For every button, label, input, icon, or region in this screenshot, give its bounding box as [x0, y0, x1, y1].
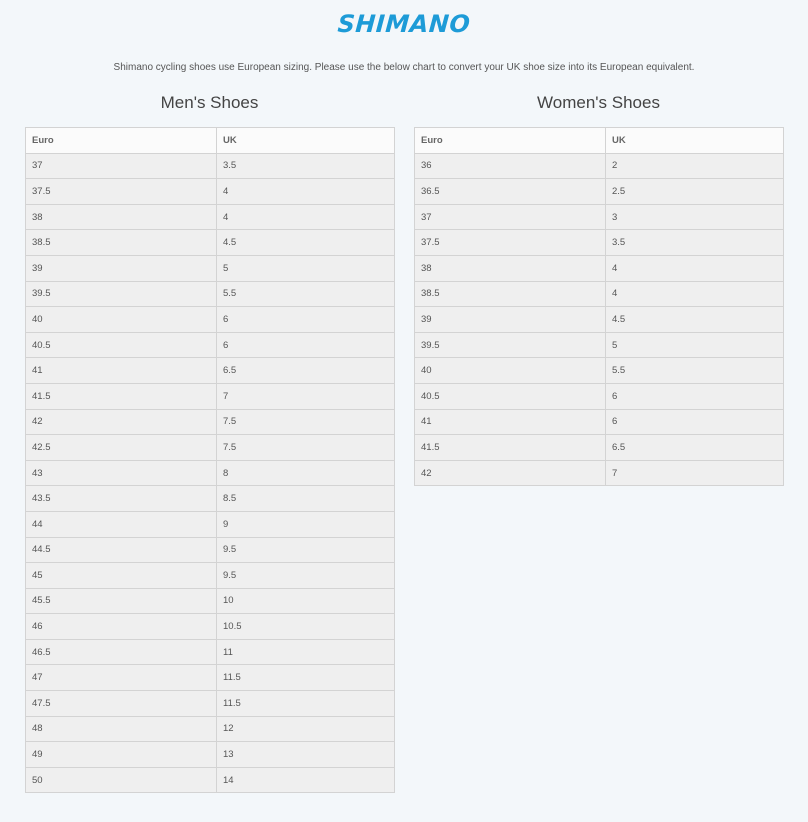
table-row [26, 383, 395, 409]
table-row [415, 204, 784, 230]
euro-size-cell: 38.5 [415, 281, 606, 307]
table-row [26, 153, 395, 179]
uk-size-cell: 10 [217, 588, 395, 614]
table-row [415, 307, 784, 333]
uk-size-cell: 14 [217, 767, 395, 793]
uk-size-cell: 12 [217, 716, 395, 742]
shimano-logo[interactable]: SHIMANO [336, 10, 472, 38]
uk-size-cell: 6.5 [217, 358, 395, 384]
table-row [26, 332, 395, 358]
euro-size-cell: 37 [26, 153, 217, 179]
table-row [26, 588, 395, 614]
euro-size-cell: 41 [415, 409, 606, 435]
euro-size-cell: 48 [26, 716, 217, 742]
table-row [26, 537, 395, 563]
table-row [26, 281, 395, 307]
uk-size-cell: 11.5 [217, 665, 395, 691]
euro-size-cell: 39.5 [26, 281, 217, 307]
euro-size-cell: 38 [415, 255, 606, 281]
table-row [415, 332, 784, 358]
euro-size-cell: 45 [26, 563, 217, 589]
euro-size-cell: 40 [415, 358, 606, 384]
euro-size-cell: 40.5 [26, 332, 217, 358]
table-row [26, 563, 395, 589]
euro-size-cell: 43 [26, 460, 217, 486]
table-row [26, 639, 395, 665]
uk-size-cell: 4 [606, 255, 784, 281]
uk-size-cell: 6 [606, 383, 784, 409]
table-row [26, 204, 395, 230]
table-row [26, 409, 395, 435]
uk-size-cell: 13 [217, 742, 395, 768]
uk-size-cell: 9.5 [217, 563, 395, 589]
uk-size-cell: 6 [606, 409, 784, 435]
euro-size-cell: 50 [26, 767, 217, 793]
uk-size-cell: 6 [217, 307, 395, 333]
table-row [26, 179, 395, 205]
euro-size-cell: 41.5 [415, 435, 606, 461]
uk-size-cell: 10.5 [217, 614, 395, 640]
uk-size-cell: 7.5 [217, 409, 395, 435]
euro-size-cell: 37.5 [415, 230, 606, 256]
table-row [26, 255, 395, 281]
table-row [26, 767, 395, 793]
uk-size-cell: 3 [606, 204, 784, 230]
euro-column-header: Euro [415, 128, 606, 154]
euro-size-cell: 44 [26, 511, 217, 537]
euro-size-cell: 43.5 [26, 486, 217, 512]
euro-size-cell: 40.5 [415, 383, 606, 409]
mens-size-table [25, 127, 395, 793]
table-row [26, 742, 395, 768]
euro-size-cell: 42.5 [26, 435, 217, 461]
table-row [26, 691, 395, 717]
table-row [26, 486, 395, 512]
uk-size-cell: 11 [217, 639, 395, 665]
euro-size-cell: 47.5 [26, 691, 217, 717]
table-header-row [415, 128, 784, 154]
euro-size-cell: 37 [415, 204, 606, 230]
euro-size-cell: 39.5 [415, 332, 606, 358]
womens-shoes-title: Women's Shoes [537, 93, 660, 112]
euro-size-cell: 40 [26, 307, 217, 333]
table-row [26, 511, 395, 537]
euro-size-cell: 46 [26, 614, 217, 640]
uk-size-cell: 2 [606, 153, 784, 179]
euro-size-cell: 49 [26, 742, 217, 768]
uk-size-cell: 4.5 [606, 307, 784, 333]
uk-size-cell: 9 [217, 511, 395, 537]
uk-size-cell: 4 [217, 179, 395, 205]
euro-size-cell: 42 [26, 409, 217, 435]
euro-size-cell: 37.5 [26, 179, 217, 205]
table-row [415, 409, 784, 435]
mens-shoes-title: Men's Shoes [160, 93, 259, 112]
uk-size-cell: 5 [606, 332, 784, 358]
table-header-row [26, 128, 395, 154]
table-row [26, 614, 395, 640]
table-row [26, 460, 395, 486]
uk-size-cell: 4 [606, 281, 784, 307]
uk-size-cell: 5.5 [217, 281, 395, 307]
uk-size-cell: 8.5 [217, 486, 395, 512]
uk-size-cell: 4 [217, 204, 395, 230]
uk-size-cell: 6 [217, 332, 395, 358]
table-row [415, 460, 784, 486]
euro-column-header: Euro [26, 128, 217, 154]
table-row [415, 179, 784, 205]
table-row [26, 716, 395, 742]
uk-column-header: UK [606, 128, 784, 154]
table-row [26, 358, 395, 384]
uk-size-cell: 5 [217, 255, 395, 281]
uk-size-cell: 3.5 [217, 153, 395, 179]
table-row [415, 255, 784, 281]
euro-size-cell: 45.5 [26, 588, 217, 614]
euro-size-cell: 38 [26, 204, 217, 230]
intro-text: Shimano cycling shoes use European sizing. Please use the below chart to convert your UK shoe size into its European equivalent. [113, 62, 695, 73]
table-row [26, 665, 395, 691]
table-row [415, 230, 784, 256]
uk-size-cell: 9.5 [217, 537, 395, 563]
euro-size-cell: 41 [26, 358, 217, 384]
uk-size-cell: 8 [217, 460, 395, 486]
euro-size-cell: 39 [415, 307, 606, 333]
table-row [415, 383, 784, 409]
table-row [415, 435, 784, 461]
table-row [415, 281, 784, 307]
euro-size-cell: 39 [26, 255, 217, 281]
euro-size-cell: 42 [415, 460, 606, 486]
table-row [26, 435, 395, 461]
uk-column-header: UK [217, 128, 395, 154]
womens-size-table [414, 127, 784, 486]
table-row [26, 230, 395, 256]
euro-size-cell: 36 [415, 153, 606, 179]
euro-size-cell: 41.5 [26, 383, 217, 409]
euro-size-cell: 36.5 [415, 179, 606, 205]
uk-size-cell: 4.5 [217, 230, 395, 256]
uk-size-cell: 6.5 [606, 435, 784, 461]
uk-size-cell: 3.5 [606, 230, 784, 256]
uk-size-cell: 5.5 [606, 358, 784, 384]
euro-size-cell: 47 [26, 665, 217, 691]
uk-size-cell: 7.5 [217, 435, 395, 461]
table-row [415, 358, 784, 384]
euro-size-cell: 46.5 [26, 639, 217, 665]
uk-size-cell: 7 [606, 460, 784, 486]
uk-size-cell: 2.5 [606, 179, 784, 205]
euro-size-cell: 38.5 [26, 230, 217, 256]
uk-size-cell: 11.5 [217, 691, 395, 717]
table-row [415, 153, 784, 179]
table-row [26, 307, 395, 333]
euro-size-cell: 44.5 [26, 537, 217, 563]
uk-size-cell: 7 [217, 383, 395, 409]
